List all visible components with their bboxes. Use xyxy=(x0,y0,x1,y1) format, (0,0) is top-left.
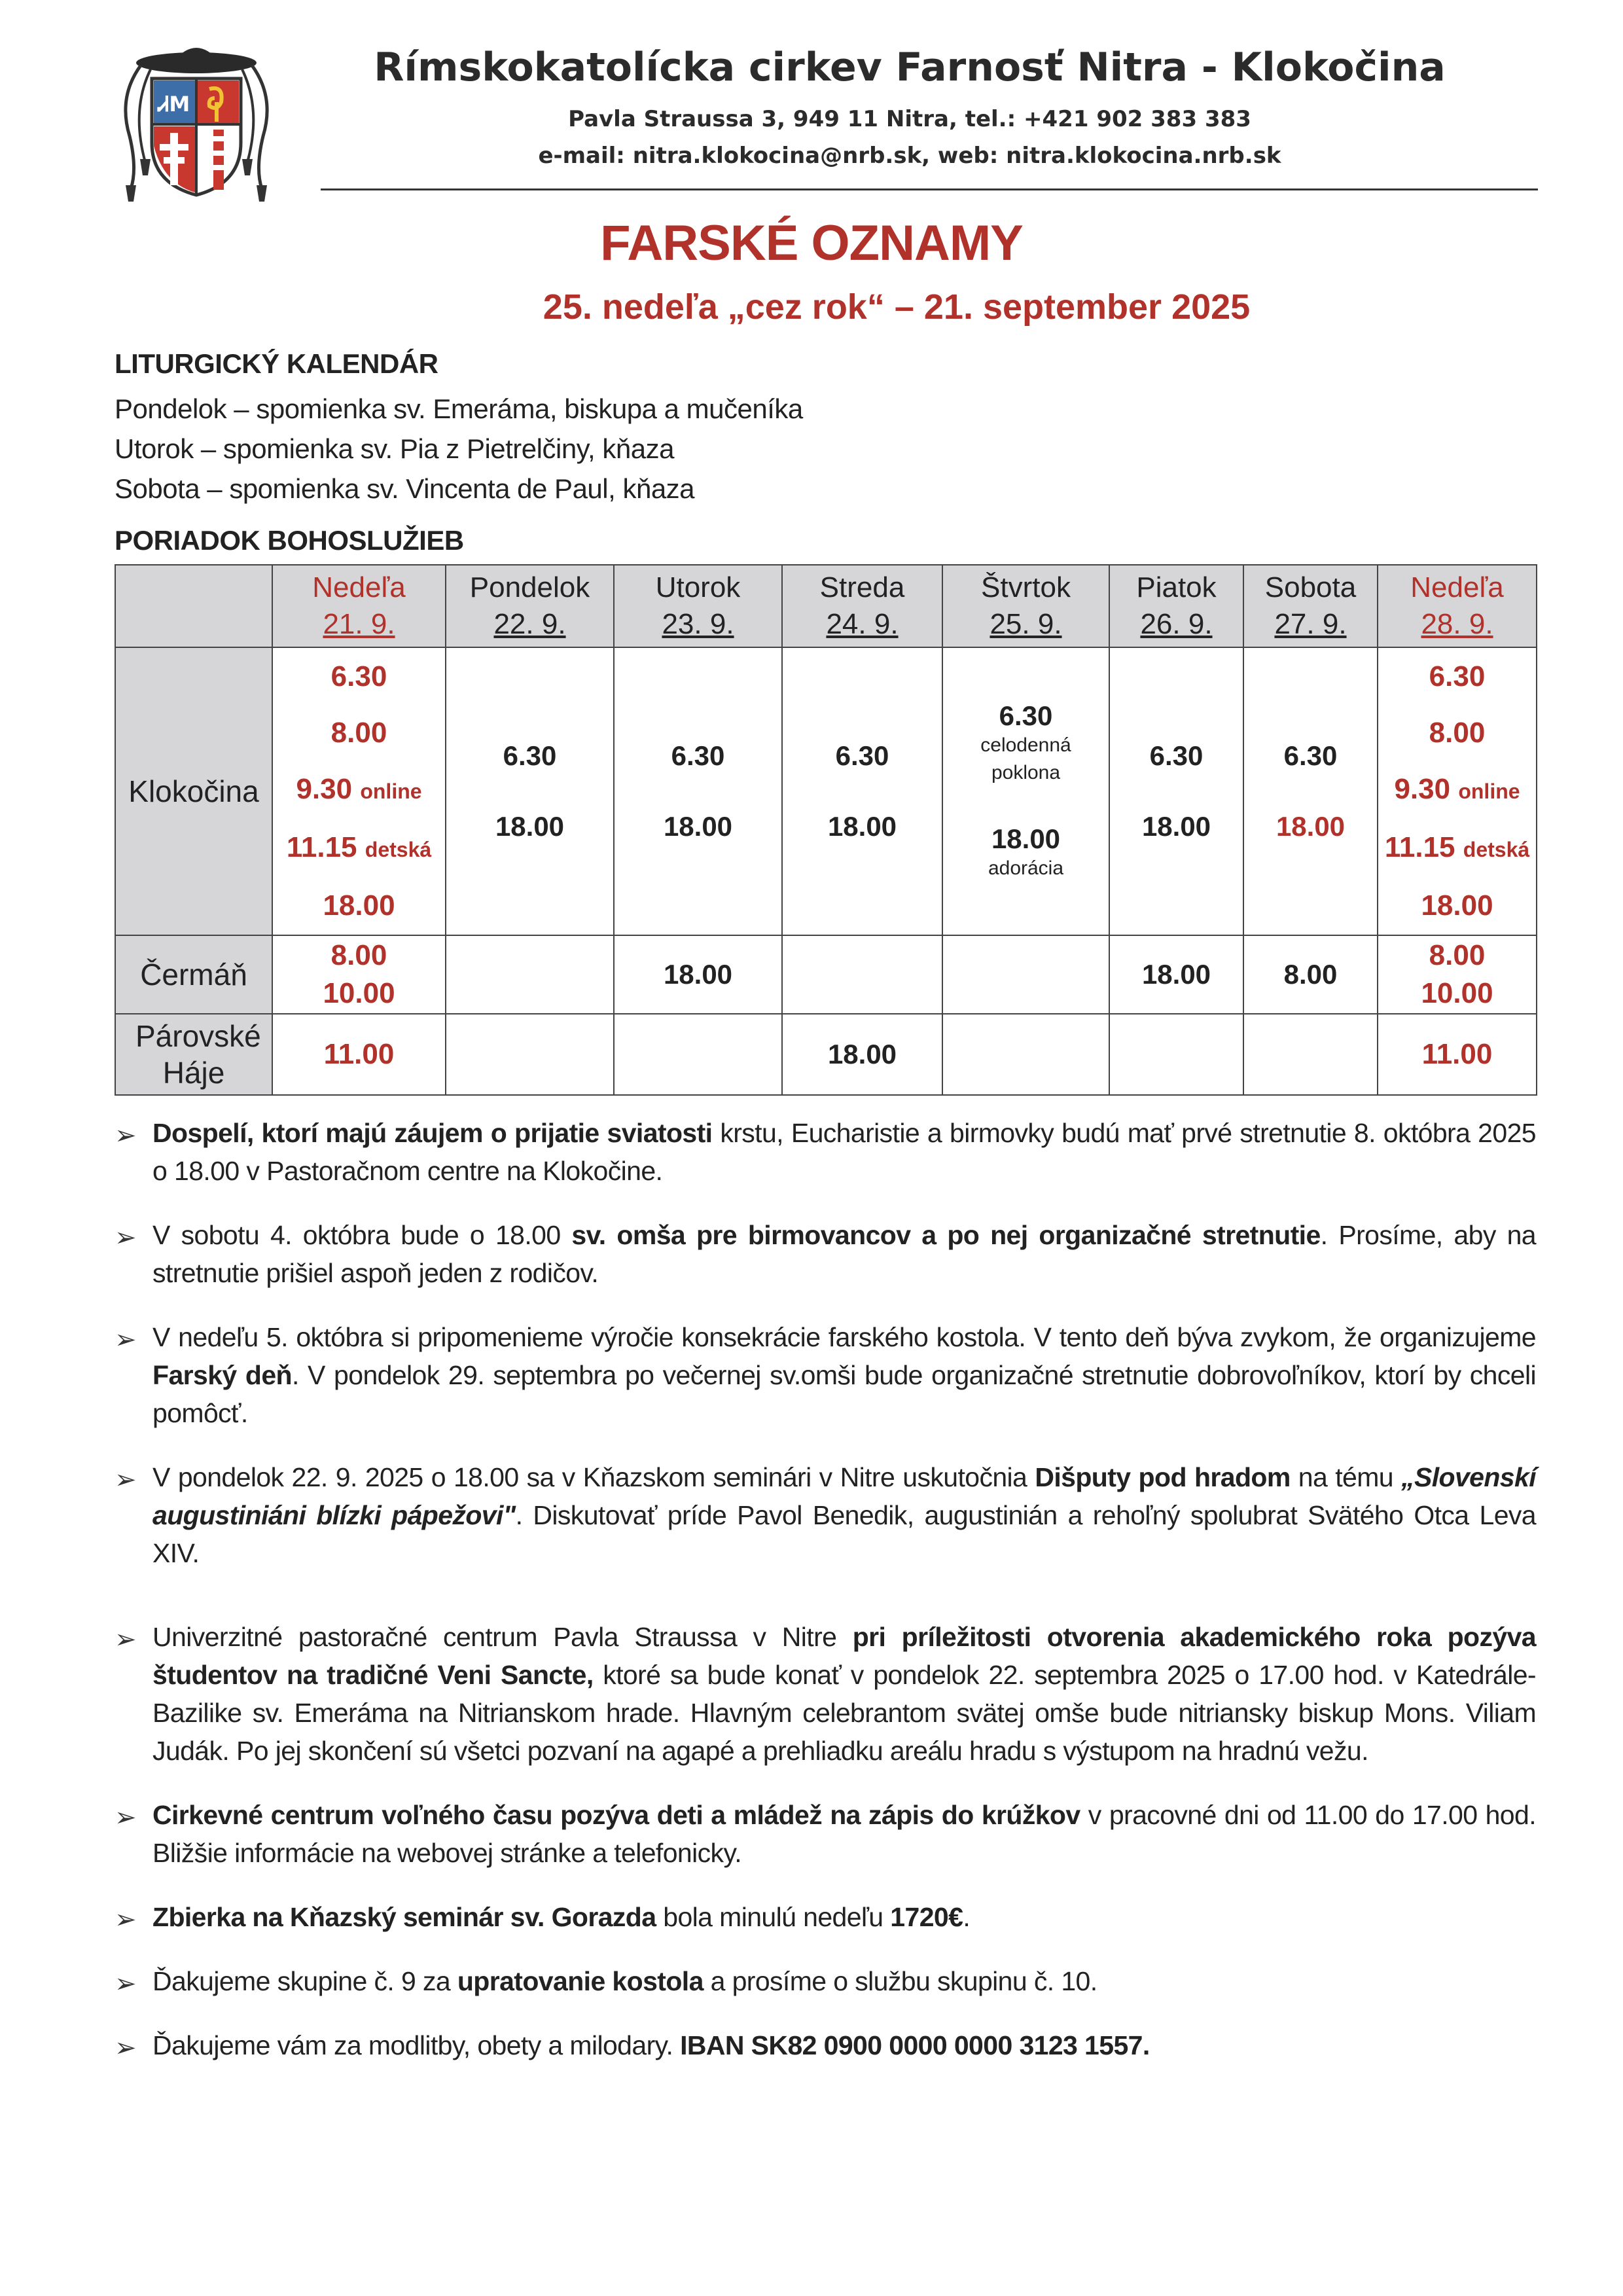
row-label-cerman: Čermáň xyxy=(115,935,272,1014)
cell-friday-cerman: 18.00 xyxy=(1109,935,1243,1014)
arrow-bullet-icon: ➢ xyxy=(115,1121,136,1150)
parish-name: Rímskokatolícka cirkev Farnosť Nitra - Klokočina xyxy=(374,45,1446,90)
header-day-wednesday: Streda 24. 9. xyxy=(782,565,942,647)
row-label-klokocina: Klokočina xyxy=(115,647,272,935)
notice-item: ➢ Dospelí, ktorí majú záujem o prijatie sviatosti krstu, Eucharistie a birmovky budú mať prvé stretnutie 8. októbra 2025 o 18.00 v Pastoračnom centre na Klokočine. xyxy=(115,1118,1536,1186)
cell-saturday-parovske xyxy=(1243,1014,1378,1095)
cell-thursday-parovske xyxy=(942,1014,1109,1095)
cell-friday-parovske xyxy=(1109,1014,1243,1095)
header-day-tuesday: Utorok 23. 9. xyxy=(614,565,782,647)
cell-thursday-klokocina: 6.30 celodenná poklona 18.00 adorácia xyxy=(942,647,1109,935)
notice-item: ➢ Ďakujeme skupine č. 9 za upratovanie kostola a prosíme o službu skupinu č. 10. xyxy=(115,1962,1536,2000)
header-day-next-sunday: Nedeľa 28. 9. xyxy=(1378,565,1537,647)
cell-next-sunday-klokocina: 6.30 8.00 9.30 online 11.15 detská 18.00 xyxy=(1378,647,1537,935)
notice-item: ➢ Univerzitné pastoračné centrum Pavla Straussa v Nitre pri príležitosti otvorenia akademického roka pozýva študentov na tradičné Veni Sancte, ktoré sa bude konať v pondelok 22. septembra 2025 o 17.00 hod. v Katedrále-Bazilike sv. Emeráma na Nitrianskom hrade. Hlavným celebrantom svätej omše bude nitriansky biskup Mons. Viliam Judák. Po jej skončení sú všetci pozvaní na agapé a prehliadku areálu hradu s výstupom na hradnú vežu. xyxy=(115,1622,1536,1766)
table-row-parovske-haje xyxy=(115,1014,1537,1095)
table-row-cerman xyxy=(115,935,1537,1014)
calendar-item: Pondelok – spomienka sv. Emeráma, biskupa a mučeníka xyxy=(115,393,803,424)
mass-schedule-table xyxy=(115,564,1537,1096)
coat-of-arms-icon xyxy=(111,38,281,202)
calendar-heading: LITURGICKÝ KALENDÁR xyxy=(115,348,438,379)
notice-item: ➢ Zbierka na Kňazský seminár sv. Gorazda bola minulú nedeľu 1720€. xyxy=(115,1898,1536,1936)
cell-tuesday-klokocina: 6.30 18.00 xyxy=(614,647,782,935)
header-day-sunday: Nedeľa 21. 9. xyxy=(272,565,446,647)
cell-friday-klokocina: 6.30 18.00 xyxy=(1109,647,1243,935)
cell-next-sunday-cerman: 8.00 10.00 xyxy=(1378,935,1537,1014)
cell-saturday-klokocina: 6.30 18.00 xyxy=(1243,647,1378,935)
header-day-thursday: Štvrtok 25. 9. xyxy=(942,565,1109,647)
notice-item: ➢ V pondelok 22. 9. 2025 o 18.00 sa v Kňazskom seminári v Nitre uskutočnia Dišputy pod hradom na tému „Slovenskí augustiniáni blízki pápežovi". Diskutovať príde Pavol Benedik, augustinián a rehoľný spolubrat Svätého Otca Leva XIV. xyxy=(115,1462,1537,1568)
cell-next-sunday-parovske: 11.00 xyxy=(1378,1014,1537,1095)
arrow-bullet-icon: ➢ xyxy=(115,1325,136,1354)
parish-address: Pavla Straussa 3, 949 11 Nitra, tel.: +421 902 383 383 xyxy=(568,106,1251,132)
cell-saturday-cerman: 8.00 xyxy=(1243,935,1378,1014)
header-corner-cell xyxy=(115,565,272,647)
notices-list xyxy=(115,1114,1536,2064)
arrow-bullet-icon: ➢ xyxy=(115,1223,136,1252)
cell-wednesday-klokocina: 6.30 18.00 xyxy=(782,647,942,935)
parish-contact: e-mail: nitra.klokocina@nrb.sk, web: nitra.klokocina.nrb.sk xyxy=(538,143,1281,169)
table-row-klokocina xyxy=(115,647,1537,935)
notice-item: ➢ Cirkevné centrum voľného času pozýva deti a mládež na zápis do krúžkov v pracovné dni od 11.00 do 17.00 hod. Bližšie informácie na webovej stránke a telefonicky. xyxy=(115,1800,1536,1868)
cell-monday-cerman xyxy=(446,935,614,1014)
cell-wednesday-cerman xyxy=(782,935,942,1014)
notice-item: ➢ Ďakujeme vám za modlitby, obety a milodary. IBAN SK82 0900 0000 0000 3123 1557. xyxy=(115,2026,1536,2064)
calendar-item: Sobota – spomienka sv. Vincenta de Paul, kňaza xyxy=(115,473,695,504)
cell-monday-parovske xyxy=(446,1014,614,1095)
cell-wednesday-parovske: 18.00 xyxy=(782,1014,942,1095)
arrow-bullet-icon: ➢ xyxy=(115,1905,136,1934)
notice-item: ➢ V nedeľu 5. októbra si pripomenieme výročie konsekrácie farského kostola. V tento deň býva zvykom, že organizujeme Farský deň. V pondelok 29. septembra po večernej sv.omši bude organizačné stretnutie dobrovoľníkov, ktorí by chceli pomôcť. xyxy=(115,1322,1536,1428)
cell-monday-klokocina: 6.30 18.00 xyxy=(446,647,614,935)
liturgical-calendar xyxy=(115,348,1162,509)
svg-text:ᏗM: ᏗM xyxy=(158,92,190,117)
header-day-saturday: Sobota 27. 9. xyxy=(1243,565,1378,647)
page-subtitle: 25. nedeľa „cez rok“ – 21. september 2025 xyxy=(543,287,1251,327)
calendar-item: Utorok – spomienka sv. Pia z Pietrelčiny, kňaza xyxy=(115,433,674,464)
header-divider xyxy=(321,188,1538,190)
table-header-row xyxy=(115,565,1537,647)
header-day-monday: Pondelok 22. 9. xyxy=(446,565,614,647)
cell-tuesday-cerman: 18.00 xyxy=(614,935,782,1014)
notice-item: ➢ V sobotu 4. októbra bude o 18.00 sv. omša pre birmovancov a po nej organizačné stretnutie. Prosíme, aby na stretnutie prišiel aspoň jeden z rodičov. xyxy=(115,1220,1536,1288)
row-label-parovske-haje: Párovské Háje xyxy=(115,1014,272,1095)
arrow-bullet-icon: ➢ xyxy=(115,1625,136,1654)
cell-thursday-cerman xyxy=(942,935,1109,1014)
arrow-bullet-icon: ➢ xyxy=(115,1803,136,1832)
schedule-heading: PORIADOK BOHOSLUŽIEB xyxy=(115,525,464,556)
arrow-bullet-icon: ➢ xyxy=(115,1969,136,1998)
header-day-friday: Piatok 26. 9. xyxy=(1109,565,1243,647)
arrow-bullet-icon: ➢ xyxy=(115,1465,136,1494)
cell-tuesday-parovske xyxy=(614,1014,782,1095)
cell-sunday-klokocina: 6.30 8.00 9.30 online 11.15 detská 18.00 xyxy=(272,647,446,935)
cell-sunday-parovske: 11.00 xyxy=(272,1014,446,1095)
arrow-bullet-icon: ➢ xyxy=(115,2034,136,2062)
cell-sunday-cerman: 8.00 10.00 xyxy=(272,935,446,1014)
page-title: FARSKÉ OZNAMY xyxy=(600,215,1023,271)
